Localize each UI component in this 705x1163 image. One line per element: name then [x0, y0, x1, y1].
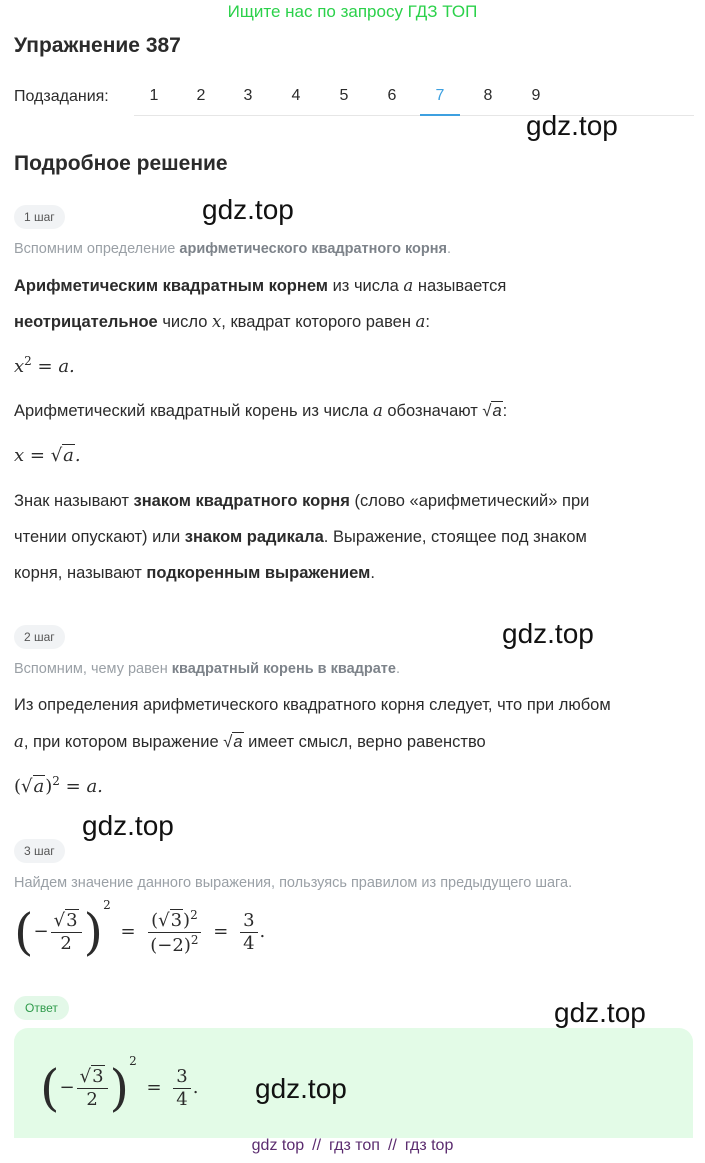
subtasks-label: Подзадания: [14, 88, 109, 105]
step-1-definition-line-2: неотрицательное число x, квадрат которого равен a: [14, 312, 430, 331]
step-1-radical-line-2: чтении опускают) или знаком радикала. Выражение, стоящее под знаком [14, 528, 587, 546]
subtask-tab-5[interactable]: 5 [339, 87, 349, 104]
step-1-radical-line-1: Знак называют знаком квадратного корня (слово «арифметический» при [14, 492, 590, 510]
footer-link-gdz-top[interactable]: gdz top [251, 1137, 305, 1154]
step-2-text-line-2: a, при котором выражение √a имеет смысл, верно равенство [14, 732, 486, 751]
step-1-definition-line-1: Арифметическим квадратным корнем из числа a называется [14, 276, 507, 295]
step-1-radical-line-3: корня, называют подкоренным выражением. [14, 564, 375, 582]
step-3-badge: 3 шаг [14, 839, 65, 863]
step-1-badge: 1 шаг [14, 205, 65, 229]
footer-link-gdz-top-ru[interactable]: гдз топ [329, 1137, 380, 1154]
subtask-tab-1[interactable]: 1 [149, 87, 159, 104]
step-1-notation-line: Арифметический квадратный корень из числа a обозначают √a: [14, 401, 508, 420]
step-2-formula: $(√a)^2 = a$. [14, 774, 103, 797]
subtask-tab-6[interactable]: 6 [387, 87, 397, 104]
step-2-badge: 2 шаг [14, 625, 65, 649]
footer-links [0, 1137, 705, 1155]
watermark: gdz.top [82, 810, 174, 841]
step-2-text-line-1: Из определения арифметического квадратного корня следует, что при любом [14, 696, 611, 714]
watermark: gdz.top [202, 194, 294, 225]
answer-formula: (− $\frac{√3}{2}$ )$^2$ = $\frac{3}{4}$ . [40, 1054, 199, 1117]
subtask-tab-3[interactable]: 3 [243, 87, 253, 104]
watermark: gdz.top [526, 110, 618, 141]
step-2-hint: Вспомним, чему равен квадратный корень в квадрате. [14, 661, 400, 677]
subtask-tab-8[interactable]: 8 [483, 87, 493, 104]
answer-box [14, 1028, 693, 1138]
subtask-tab-2[interactable]: 2 [196, 87, 206, 104]
subtask-tab-9[interactable]: 9 [531, 87, 541, 104]
step-3-hint: Найдем значение данного выражения, пользуясь правилом из предыдущего шага. [14, 875, 573, 891]
watermark: gdz.top [255, 1073, 347, 1104]
subtask-tab-4[interactable]: 4 [291, 87, 301, 104]
footer-link-gdz-top-mixed[interactable]: гдз top [404, 1137, 454, 1154]
step-1-formula-square: $x^2 = a$. [14, 354, 75, 377]
step-1-hint: Вспомним определение арифметического квадратного корня. [14, 241, 452, 257]
footer-separator: // [312, 1137, 322, 1154]
subtask-tab-7[interactable]: 7 [420, 80, 460, 116]
page-title: Упражнение 387 [14, 34, 181, 57]
step-1-formula-sqrt: x = √a. [14, 445, 81, 466]
section-title: Подробное решение [14, 152, 228, 175]
watermark: gdz.top [554, 997, 646, 1028]
watermark: gdz.top [502, 618, 594, 649]
step-3-formula: (− $\frac{√3}{2}$ )$^2$ = $\frac{(√3)^2}{(-2)^2}$ = $\frac{3}{4}$ . [14, 898, 266, 961]
footer-separator: // [387, 1137, 397, 1154]
search-banner: Ищите нас по запросу ГДЗ ТОП [227, 2, 478, 21]
answer-badge: Ответ [14, 996, 69, 1020]
